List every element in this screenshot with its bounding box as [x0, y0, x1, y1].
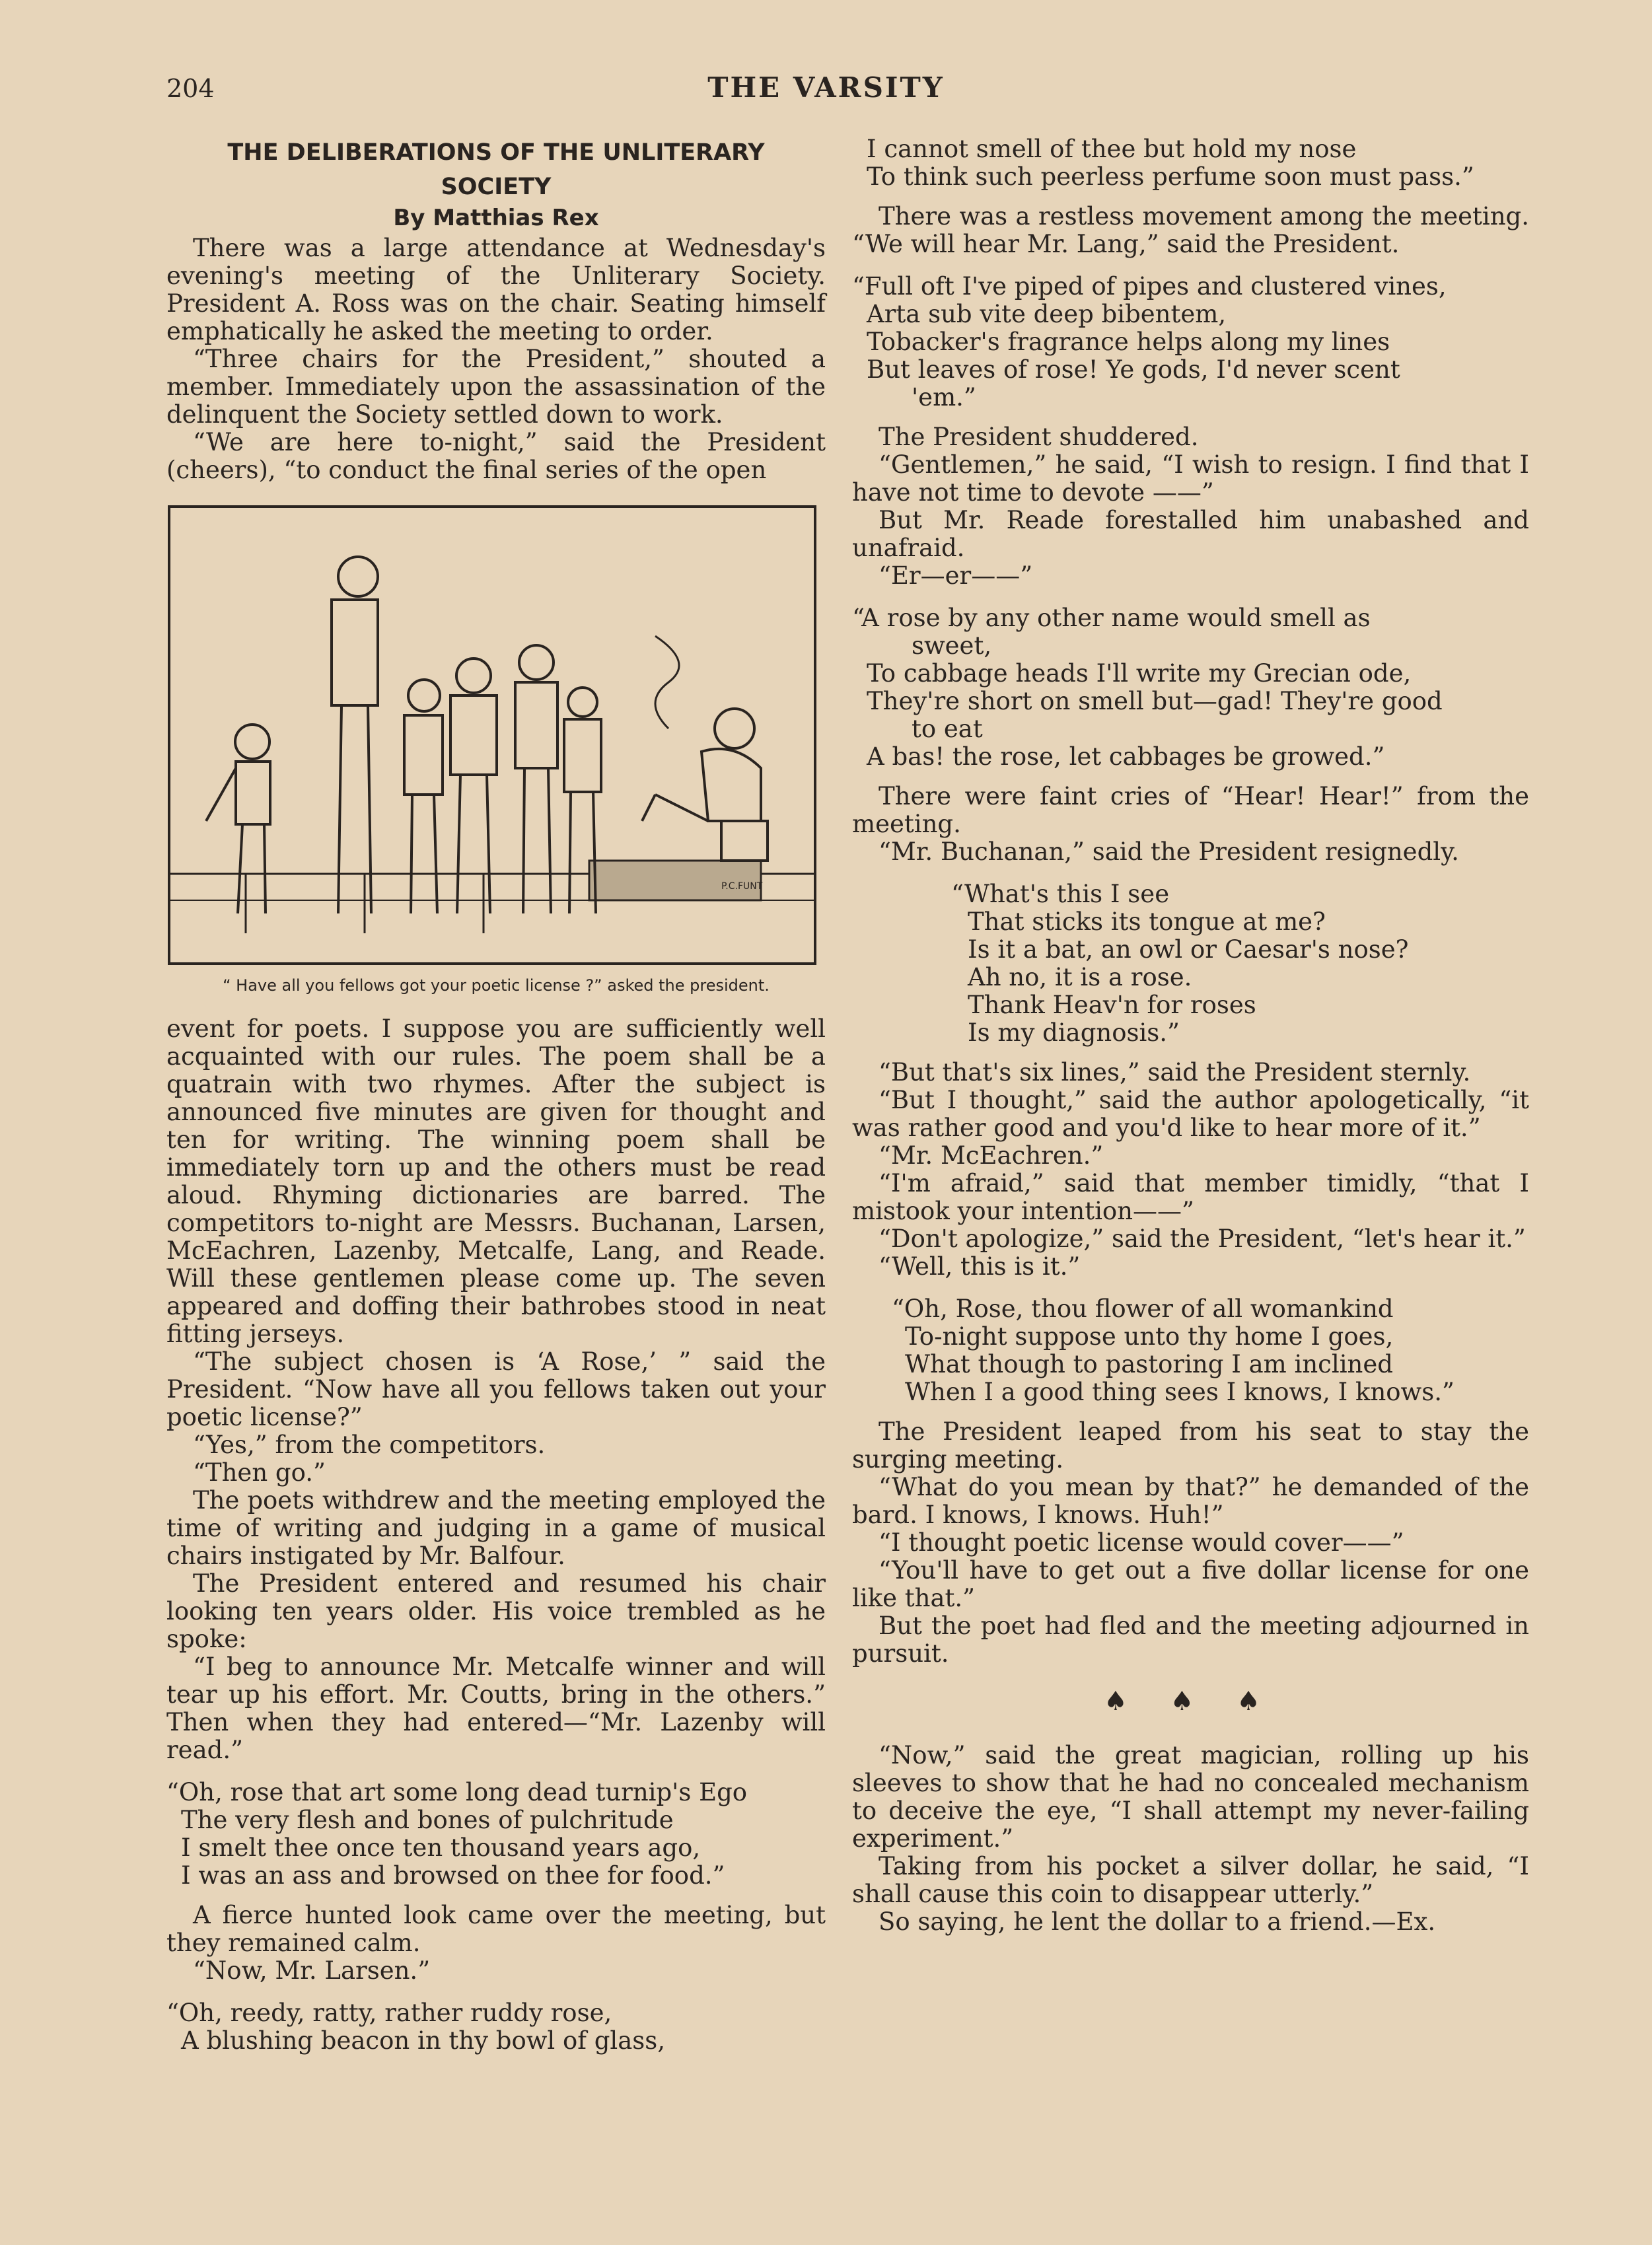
- poem-lazenby: [166, 1779, 826, 1890]
- paragraph: The President entered and resumed his chair looking ten years older. His voice trembled as he spoke:: [166, 1569, 826, 1653]
- verse-line: What though to pastoring I am inclined: [905, 1350, 1393, 1378]
- article-title: [166, 135, 826, 204]
- paragraph: The poets withdrew and the meeting employed the time of writing and judging in a game of musical chairs instigated by Mr. Balfour.: [166, 1486, 826, 1570]
- paragraph: event for poets. I suppose you are sufficiently well acquainted with our rules. The poem shall be a quatrain with two rhymes. After the subject is announced five minutes are given for thought and ten for writing. The winning poem shall be immediately torn up and the others must be read aloud. Rhyming dictionaries are barred. The competitors to-night are Messrs. Buchanan, Larsen, McEachren, Lazenby, Metcalfe, Lang, and Reade. Will these gentlemen please come up. The seven appeared and doffing their bathrobes stood in neat fitting jerseys.: [166, 1015, 826, 1348]
- figure-caption: “ Have all you fellows got your poetic license ?” asked the president.: [223, 976, 770, 995]
- left-column: [166, 135, 826, 2067]
- verse-line: That sticks its tongue at me?: [968, 908, 1326, 936]
- verse-line: Tobacker's fragrance helps along my lines: [867, 328, 1390, 356]
- paragraph: “But that's six lines,” said the President sternly.: [879, 1058, 1471, 1087]
- cartoon-figure: [166, 504, 826, 999]
- paragraph: There was a restless movement among the meeting. “We will hear Mr. Lang,” said the President.: [852, 202, 1529, 258]
- verse-line: “Full oft I've piped of pipes and clustered vines,: [852, 272, 1447, 301]
- paragraph: The President shuddered.: [879, 423, 1199, 451]
- verse-line: “Oh, reedy, ratty, rather ruddy rose,: [166, 1999, 612, 2027]
- page-number: 204: [166, 74, 215, 103]
- paragraph: “The subject chosen is ‘A Rose,’ ” said the President. “Now have all you fellows taken out your poetic license?”: [166, 1347, 826, 1431]
- verse-line: Is it a bat, an owl or Caesar's nose?: [968, 935, 1409, 964]
- paragraph: “Mr. McEachren.”: [879, 1141, 1104, 1170]
- article-title-line: THE DELIBERATIONS OF THE UNLITERARY: [227, 139, 765, 166]
- verse-line: 'em.”: [912, 383, 976, 411]
- verse-line: Thank Heav'n for roses: [968, 991, 1256, 1019]
- poem-lang: [852, 273, 1529, 411]
- verse-line: The very flesh and bones of pulchritude: [181, 1806, 674, 1834]
- verse-line: “Oh, rose that art some long dead turnip's Ego: [166, 1778, 748, 1806]
- byline: By Matthias Rex: [393, 205, 599, 231]
- paragraph: There was a large attendance at Wednesday's evening's meeting of the Unliterary Society. President A. Ross was on the chair. Seating himself emphatically he asked the meeting to order.: [166, 234, 826, 345]
- paragraph: “Three chairs for the President,” shouted a member. Immediately upon the assassination of the delinquent the Society settled down to work.: [166, 345, 826, 429]
- verse-line: sweet,: [912, 631, 992, 660]
- paragraph: “Well, this is it.”: [879, 1252, 1081, 1281]
- paragraph: The President leaped from his seat to stay the surging meeting.: [852, 1417, 1529, 1474]
- cartoon-illustration: [166, 504, 818, 966]
- verse-line: Is my diagnosis.”: [968, 1018, 1180, 1047]
- verse-line: When I a good thing sees I knows, I knows.”: [905, 1378, 1454, 1406]
- verse-line: I was an ass and browsed on thee for food.”: [181, 1861, 725, 1890]
- paragraph: “I'm afraid,” said that member timidly, “that I mistook your intention——”: [852, 1169, 1529, 1225]
- poem-larsen-part1: [166, 1999, 826, 2055]
- verse-line: To cabbage heads I'll write my Grecian ode,: [867, 659, 1412, 688]
- verse-line: I smelt thee once ten thousand years ago,: [181, 1834, 701, 1862]
- section-divider-ornament: ♠ ♠ ♠: [1103, 1686, 1277, 1717]
- verse-line: But leaves of rose! Ye gods, I'd never scent: [867, 355, 1400, 384]
- paragraph: “Mr. Buchanan,” said the President resignedly.: [879, 837, 1459, 866]
- poem-buchanan: [852, 880, 1529, 1047]
- paragraph: “Yes,” from the competitors.: [193, 1431, 546, 1459]
- verse-line: I cannot smell of thee but hold my nose: [867, 135, 1357, 163]
- paragraph: “Now,” said the great magician, rolling up his sleeves to show that he had no concealed mechanism to deceive the eye, “I shall attempt my never-failing experiment.”: [852, 1741, 1529, 1853]
- paragraph: “Then go.”: [193, 1458, 326, 1487]
- poem-mceachren: [852, 1295, 1529, 1406]
- paragraph: A fierce hunted look came over the meeting, but they remained calm.: [166, 1901, 826, 1957]
- verse-line: To-night suppose unto thy home I goes,: [905, 1322, 1394, 1351]
- article-title-line: SOCIETY: [441, 174, 552, 200]
- paragraph: “What do you mean by that?” he demanded of the bard. I knows, I knows. Huh!”: [852, 1473, 1529, 1529]
- paragraph: “Now, Mr. Larsen.”: [193, 1956, 431, 1985]
- verse-line: Arta sub vite deep bibentem,: [867, 300, 1227, 328]
- paragraph: So saying, he lent the dollar to a friend.—Ex.: [879, 1907, 1436, 1936]
- paragraph: But Mr. Reade forestalled him unabashed and unafraid.: [852, 506, 1529, 562]
- paragraph: Taking from his pocket a silver dollar, he said, “I shall cause this coin to disappear utterly.”: [852, 1852, 1529, 1908]
- verse-line: “Oh, Rose, thou flower of all womankind: [892, 1295, 1394, 1323]
- verse-line: They're short on smell but—gad! They're good: [867, 687, 1443, 715]
- publication-title: THE VARSITY: [707, 71, 945, 104]
- cartoonist-signature: P.C.FUNT: [721, 881, 763, 892]
- verse-line: A blushing beacon in thy bowl of glass,: [181, 2026, 666, 2055]
- paragraph: “We are here to-night,” said the President (cheers), “to conduct the final series of the open: [166, 428, 826, 484]
- verse-line: A bas! the rose, let cabbages be growed.”: [867, 742, 1385, 771]
- verse-line: “What's this I see: [951, 880, 1170, 908]
- paragraph: “I thought poetic license would cover——”: [879, 1528, 1404, 1557]
- paragraph: “Don't apologize,” said the President, “let's hear it.”: [879, 1225, 1526, 1253]
- paragraph: “But I thought,” said the author apologetically, “it was rather good and you'd like to hear more of it.”: [852, 1086, 1529, 1142]
- paragraph: “I beg to announce Mr. Metcalfe winner and will tear up his effort. Mr. Coutts, bring in the others.” Then when they had entered—“Mr. Lazenby will read.”: [166, 1653, 826, 1764]
- verse-line: to eat: [912, 715, 983, 743]
- paragraph: “You'll have to get out a five dollar license for one like that.”: [852, 1556, 1529, 1612]
- paragraph: “Gentlemen,” he said, “I wish to resign. I find that I have not time to devote ——”: [852, 450, 1529, 507]
- paragraph: There were faint cries of “Hear! Hear!” from the meeting.: [852, 782, 1529, 838]
- poem-larsen-part2: [852, 135, 1529, 191]
- right-column: [852, 135, 1529, 1936]
- paragraph: “Er—er——”: [879, 561, 1033, 590]
- poem-reade: [852, 604, 1529, 771]
- verse-line: “A rose by any other name would smell as: [852, 604, 1371, 632]
- verse-line: To think such peerless perfume soon must pass.”: [867, 162, 1474, 191]
- paragraph: But the poet had fled and the meeting adjourned in pursuit.: [852, 1612, 1529, 1668]
- verse-line: Ah no, it is a rose.: [968, 963, 1192, 991]
